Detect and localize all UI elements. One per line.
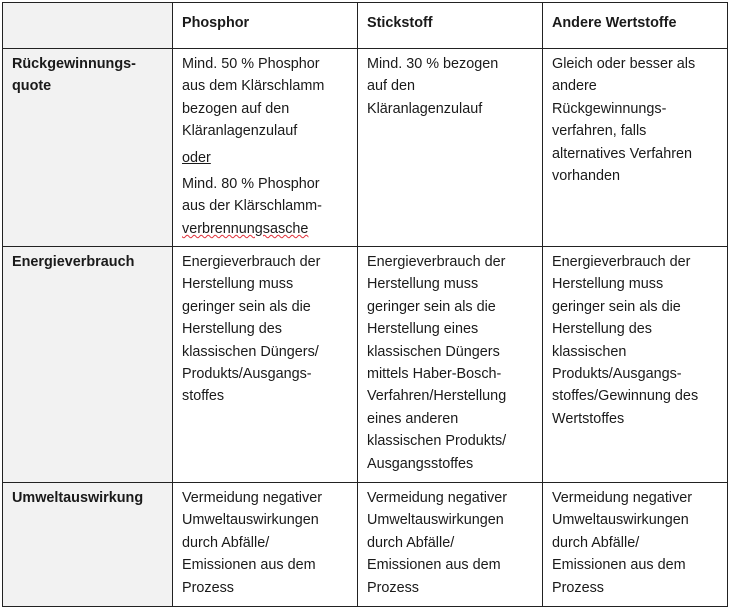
cell-rueckgewinnung-stickstoff: Mind. 30 % bezogen auf den Kläranlagenzulauf: [358, 49, 543, 247]
row-rueckgewinnungsquote: [3, 49, 728, 247]
cell-energie-stickstoff: Energieverbrauch der Herstellung muss geringer sein als die Herstellung eines klassischen Düngers mittels Haber-Bosch- Verfahren/Herstellung eines anderen klassischen Produkts/ Ausgangsstoffes: [358, 247, 543, 483]
row-umweltauswirkung: [3, 483, 728, 607]
cell-umwelt-andere: Vermeidung negativer Umweltauswirkungen durch Abfälle/ Emissionen aus dem Prozess: [543, 483, 728, 607]
row-label-energieverbrauch: Energieverbrauch: [3, 247, 173, 483]
row-energieverbrauch: [3, 247, 728, 483]
cell-rueckgewinnung-andere: Gleich oder besser als andere Rückgewinnungs- verfahren, falls alternatives Verfahren vorhanden: [543, 49, 728, 247]
cell-rueckgewinnung-phosphor: Mind. 50 % Phosphor aus dem Klärschlamm bezogen auf den Kläranlagenzulauf oder Mind. 80 % Phosphor aus der Klärschlamm- verbrennungsasche: [173, 49, 358, 247]
spellcheck-word: verbrennungsasche: [182, 220, 309, 237]
header-row: [3, 3, 728, 49]
header-phosphor: Phosphor: [173, 3, 358, 49]
criteria-table: [2, 2, 728, 607]
row-label-umweltauswirkung: Umweltauswirkung: [3, 483, 173, 607]
cell-umwelt-phosphor: Vermeidung negativer Umweltauswirkungen durch Abfälle/ Emissionen aus dem Prozess: [173, 483, 358, 607]
header-andere-wertstoffe: Andere Wertstoffe: [543, 3, 728, 49]
cell-energie-andere: Energieverbrauch der Herstellung muss geringer sein als die Herstellung des klassischen Produkts/Ausgangs- stoffes/Gewinnung des Wertstoffes: [543, 247, 728, 483]
cell-umwelt-stickstoff: Vermeidung negativer Umweltauswirkungen durch Abfälle/ Emissionen aus dem Prozess: [358, 483, 543, 607]
header-corner-cell: [3, 3, 173, 49]
document-page: [2, 2, 728, 607]
cell-energie-phosphor: Energieverbrauch der Herstellung muss geringer sein als die Herstellung des klassischen Düngers/ Produkts/Ausgangs- stoffes: [173, 247, 358, 483]
header-stickstoff: Stickstoff: [358, 3, 543, 49]
row-label-rueckgewinnungsquote: Rückgewinnungs- quote: [3, 49, 173, 247]
connector-oder: oder: [182, 149, 211, 166]
